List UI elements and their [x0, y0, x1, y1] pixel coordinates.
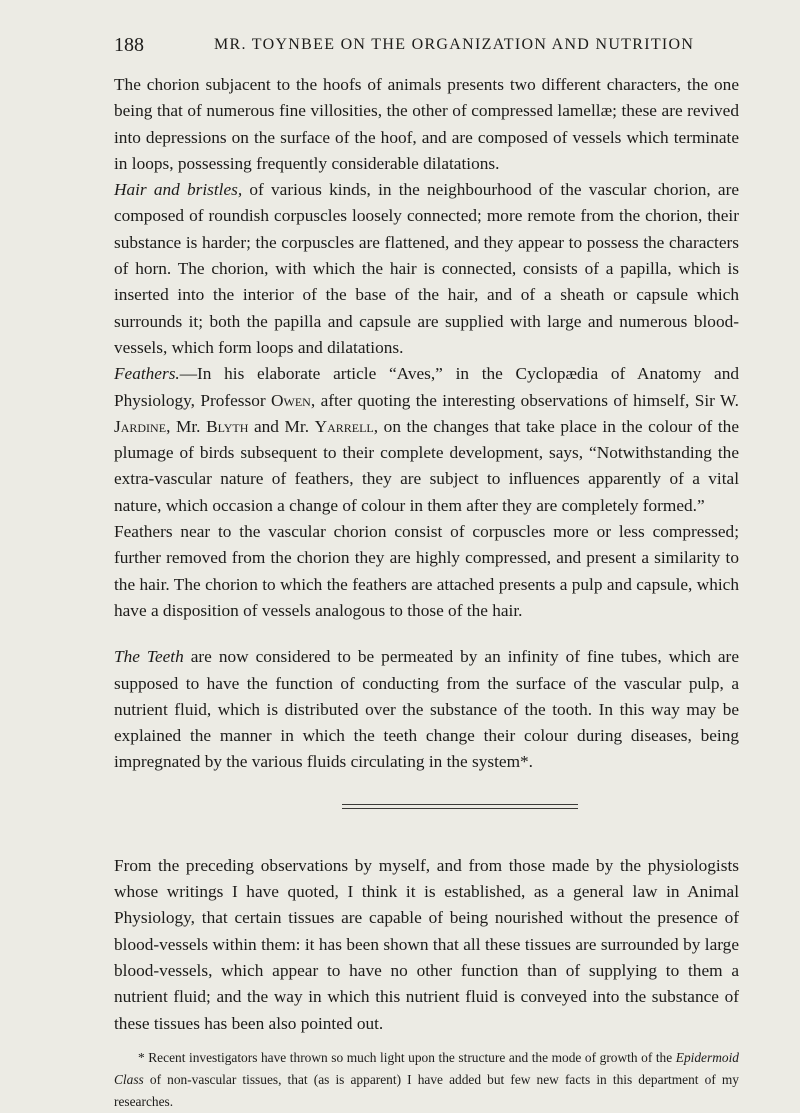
- paragraph-feathers: [114, 361, 739, 519]
- hair-text: of various kinds, in the neighbourhood of the vascular chorion, are composed of roundish corpuscles loosely connected; more remote from the chorion, their substance is harder; the corpuscles are flattened, and they appear to possess the characters of horn. The chorion, with which the hair is connected, consists of a papilla, which is inserted into the interior of the base of the hair, and of a sheath or capsule which surrounds it; both the papilla and capsule are supplied with large and numerous blood-vessels, which form loops and dilatations.: [114, 180, 739, 357]
- feathers-heading: Feathers.: [114, 364, 180, 384]
- paragraph-conclusion: From the preceding observations by myself, and from those made by the physiologists whose writings I have quoted, I think it is established, as a general law in Animal Physiology, that certain tissues are capable of being nourished without the presence of blood-vessels within them: it has been shown that all these tissues are surrounded by large blood-vessels, which appear to have no other function than of supplying to them a nutrient fluid; and the way in which this nutrient fluid is conveyed into the substance of these tissues has been also pointed out.: [114, 855, 739, 1033]
- feathers-text-a: —In his elaborate article “Aves,” in the Cyclopædia of Anatomy and Physiology, Professor: [114, 364, 739, 410]
- feathers-text-c: , Mr.: [166, 416, 207, 436]
- teeth-heading: The Teeth: [114, 647, 184, 667]
- name-yarrell: Yarrell: [314, 416, 374, 436]
- name-jardine: Jardine: [114, 416, 167, 436]
- body-text: [114, 72, 739, 1113]
- divider-spacing: [114, 809, 739, 853]
- feathers-text-e: , on the changes that take place in the colour of the plumage of birds subsequent to their complete development, says, “Notwithstanding the extra-vascular nature of feathers, they are subject to influences apparently of a vital nature, which occasion a change of colour in them after they are completely formed.”: [114, 416, 739, 515]
- paragraph-feathers-structure: Feathers near to the vascular chorion consist of corpuscles more or less compressed; further removed from the chorion they are highly compressed, and present a similarity to the hair. The chorion to which the feathers are attached presents a pulp and capsule, which have a disposition of vessels analogous to those of the hair.: [114, 522, 739, 620]
- feathers-text-d: and Mr.: [248, 416, 315, 436]
- footnote: [114, 1047, 739, 1113]
- feathers-text-b: , after quoting the interesting observations of himself, Sir W.: [310, 390, 739, 410]
- page-number: 188: [114, 34, 144, 56]
- paragraph-teeth: [114, 644, 739, 775]
- paragraph-gap: [114, 624, 739, 644]
- hair-heading: Hair and bristles,: [114, 180, 243, 200]
- page-header: [114, 34, 728, 60]
- footnote-text-a: * Recent investigators have thrown so much light upon the structure and the mode of growth of the: [138, 1049, 676, 1065]
- section-divider-top: [342, 804, 578, 805]
- paragraph-hoofs: The chorion subjacent to the hoofs of animals presents two different characters, the one being that of numerous fine villosities, the other of compressed lamellæ; these are revived into depressions on the surface of the hoof, and are composed of vessels which terminate in loops, possessing frequently considerable dilatations.: [114, 75, 739, 173]
- paragraph-hair: [114, 177, 739, 361]
- name-blyth: Blyth: [206, 416, 249, 436]
- footnote-italic: Epidermoid Class: [114, 1049, 739, 1087]
- name-owen: Owen: [271, 390, 311, 410]
- footnote-text-b: of non-vascular tissues, that (as is apparent) I have added but few new facts in this department of my researches.: [114, 1071, 739, 1109]
- running-title: MR. TOYNBEE ON THE ORGANIZATION AND NUTRITION: [214, 36, 695, 53]
- footnote-text: [114, 1047, 739, 1113]
- teeth-text: are now considered to be permeated by an infinity of fine tubes, which are supposed to have the function of conducting from the surface of the vascular pulp, a nutrient fluid, which is distributed over the substance of the tooth. In this way may be explained the manner in which the teeth change their colour during diseases, being impregnated by the various fluids circulating in the system*.: [114, 647, 739, 772]
